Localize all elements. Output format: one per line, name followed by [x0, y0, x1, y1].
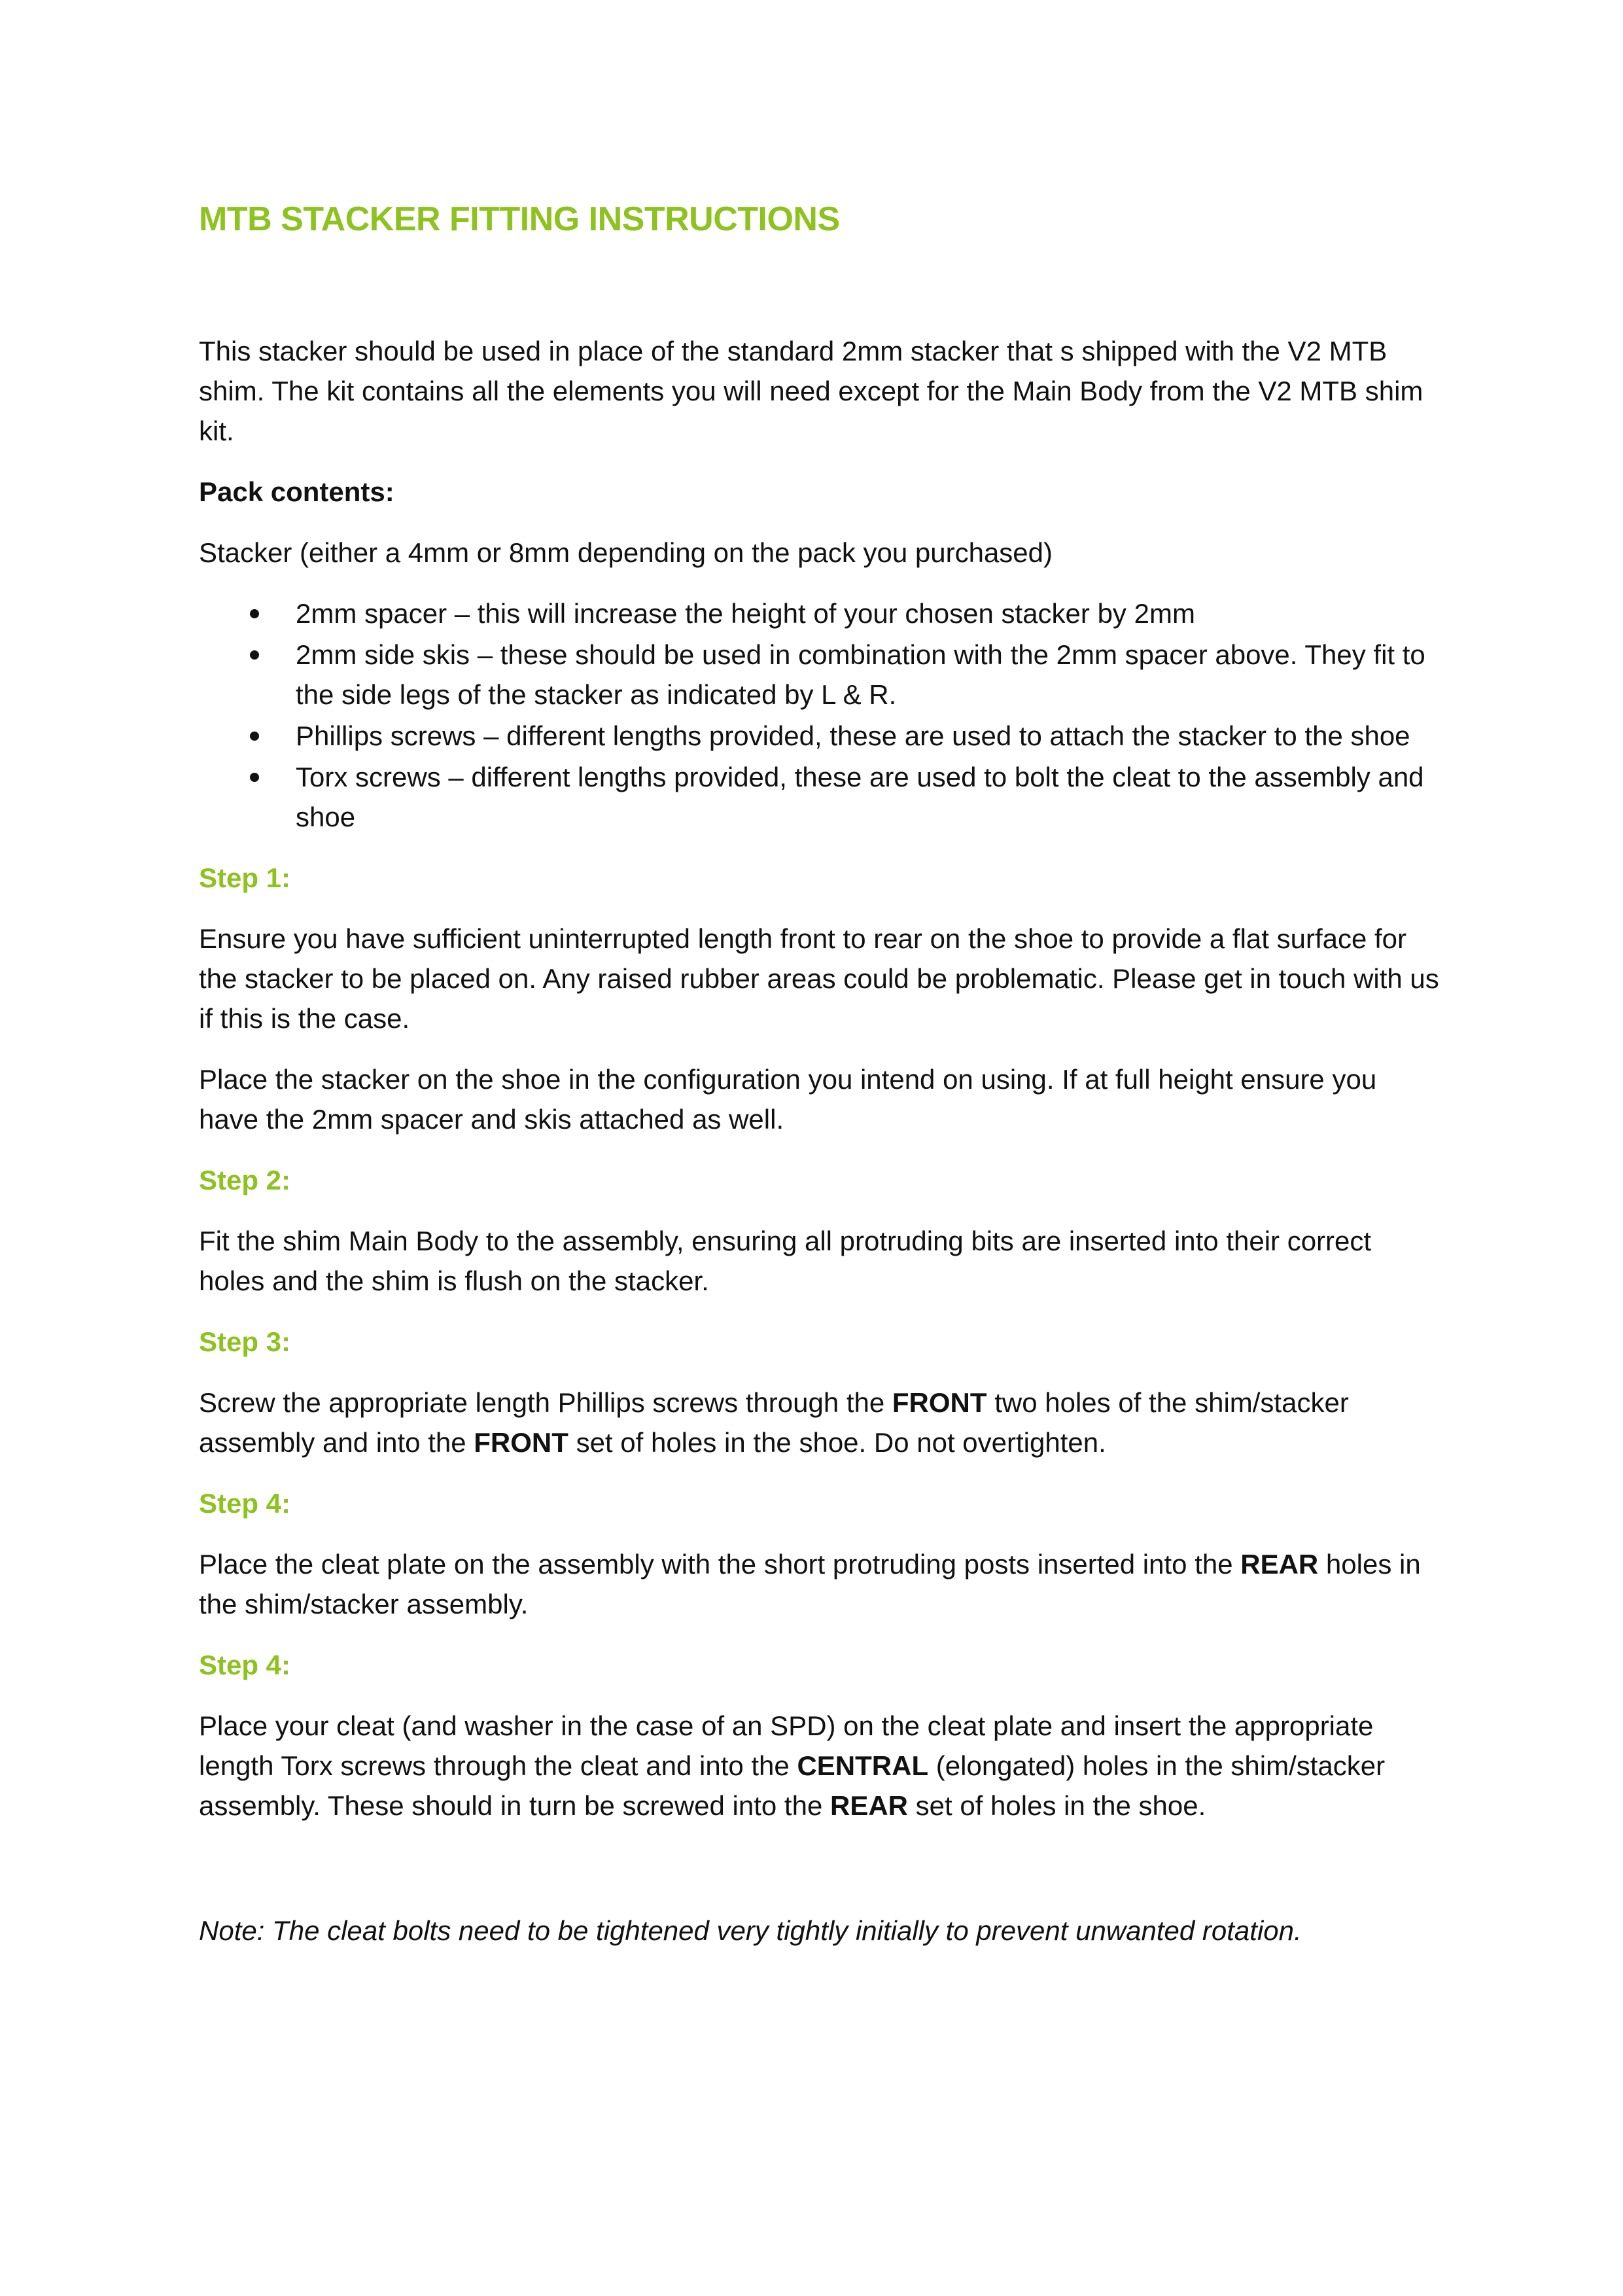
- step-3-text-2: two holes of the shim/stacker assembly and into the: [199, 1387, 1349, 1458]
- step-4b-heading: Step 4:: [199, 1650, 291, 1680]
- list-item: [199, 593, 1442, 633]
- step-4a-text-1: Place the cleat plate on the assembly with the short protruding posts inserted into the: [199, 1549, 1241, 1580]
- step-4b-text-3: set of holes in the shoe.: [908, 1790, 1206, 1821]
- step-1-heading: Step 1:: [199, 862, 291, 893]
- step-4a-paragraph: [199, 1544, 1442, 1624]
- pack-contents-lead: Stacker (either a 4mm or 8mm depending on the pack you purchased): [199, 537, 1053, 568]
- note-paragraph: Note: The cleat bolts need to be tightened very tightly initially to prevent unwanted rotation.: [199, 1915, 1302, 1946]
- document-title: MTB STACKER FITTING INSTRUCTIONS: [199, 200, 840, 238]
- list-item: [199, 635, 1442, 715]
- step-3-paragraph: [199, 1383, 1442, 1462]
- pack-contents-heading: Pack contents:: [199, 476, 394, 507]
- step-4b-text-2: (elongated) holes in the shim/stacker assembly. These should in turn be screwed into the: [199, 1750, 1386, 1821]
- bullet-icon: [250, 609, 259, 618]
- intro-paragraph: This stacker should be used in place of the standard 2mm stacker that s shipped with the V2 MTB shim. The kit contains all the elements you will need except for the Main Body from the V2 MTB shim kit.: [199, 336, 1423, 446]
- list-item-text: Torx screws – different lengths provided, these are used to bolt the cleat to the assembly and shoe: [296, 762, 1424, 832]
- bullet-icon: [250, 650, 259, 660]
- step-2-paragraph: Fit the shim Main Body to the assembly, ensuring all protruding bits are inserted into their correct holes and the shim is flush on the stacker.: [199, 1226, 1372, 1296]
- step-3-bold-front-1: FRONT: [892, 1387, 987, 1418]
- list-item: [199, 716, 1442, 756]
- step-4b-bold-central: CENTRAL: [797, 1750, 929, 1781]
- step-3-heading: Step 3:: [199, 1326, 291, 1357]
- bullet-icon: [250, 773, 259, 782]
- step-3-text-3: set of holes in the shoe. Do not overtighten.: [568, 1427, 1106, 1458]
- pack-contents-list: [199, 593, 1442, 837]
- list-item: [199, 757, 1442, 837]
- step-4a-text-2: holes in the shim/stacker assembly.: [199, 1549, 1421, 1619]
- bullet-icon: [250, 732, 259, 741]
- list-item-text: 2mm spacer – this will increase the height of your chosen stacker by 2mm: [296, 598, 1195, 629]
- step-3-bold-front-2: FRONT: [474, 1427, 568, 1458]
- step-3-text-1: Screw the appropriate length Phillips screws through the: [199, 1387, 892, 1418]
- list-item-text: Phillips screws – different lengths provided, these are used to attach the stacker to the shoe: [296, 720, 1410, 751]
- step-4a-heading: Step 4:: [199, 1488, 291, 1519]
- step-4b-bold-rear: REAR: [829, 1790, 908, 1821]
- step-4b-paragraph: [199, 1706, 1442, 1826]
- step-4a-bold-rear: REAR: [1240, 1549, 1319, 1580]
- step-1-paragraph-1: Ensure you have sufficient uninterrupted length front to rear on the shoe to provide a flat surface for the stacker to be placed on. Any raised rubber areas could be problematic. Please get in touch with us if this is the case.: [199, 923, 1439, 1034]
- step-1-paragraph-2: Place the stacker on the shoe in the configuration you intend on using. If at full height ensure you have the 2mm spacer and skis attached as well.: [199, 1064, 1377, 1135]
- step-2-heading: Step 2:: [199, 1165, 291, 1195]
- list-item-text: 2mm side skis – these should be used in combination with the 2mm spacer above. They fit to the side legs of the stacker as indicated by L & R.: [296, 639, 1425, 710]
- step-4b-text-1: Place your cleat (and washer in the case of an SPD) on the cleat plate and insert the appropriate length Torx screws through the cleat and into the: [199, 1710, 1374, 1781]
- document-page: [199, 196, 1442, 1978]
